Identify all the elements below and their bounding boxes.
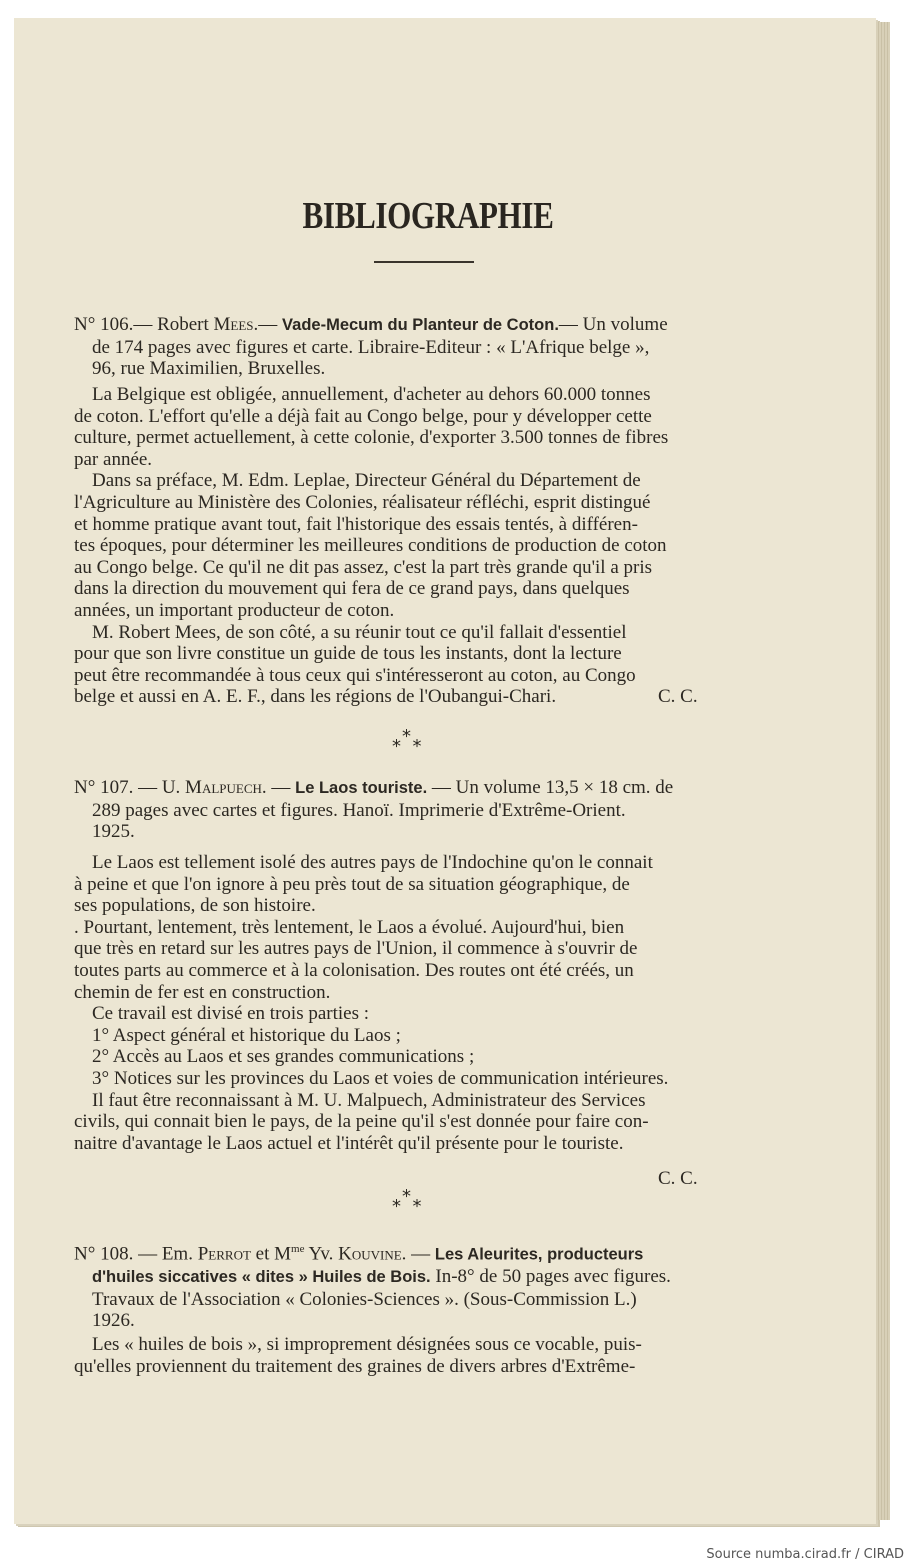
entry-108-body [74, 1334, 768, 1377]
text-line: que très en retard sur les autres pays de l'Union, il commence à s'ouvrir de [74, 938, 638, 960]
entry-106-desc: — Un volume [558, 314, 668, 335]
text-line: belge et aussi en A. E. F., dans les régions de l'Oubangui-Chari. [74, 686, 557, 708]
entry-108-author2: Kouvine [338, 1243, 402, 1265]
entry-108-mme: me [291, 1243, 305, 1255]
entry-106-heading [74, 314, 768, 380]
entry-107-book-title: Le Laos touriste. [295, 779, 428, 797]
entry-108-author1: Perrot [197, 1243, 251, 1265]
text-line: civils, qui connait bien le pays, de la peine qu'il s'est donnée pour faire con- [74, 1111, 649, 1133]
star: * [402, 726, 411, 747]
star: * [402, 1186, 411, 1207]
entry-108-book-title: Les Aleurites, producteurs [434, 1245, 644, 1264]
entry-106-sep: .— [253, 314, 283, 335]
text-line: dans la direction du mouvement qui fera de ce grand pays, dans quelques [74, 578, 630, 600]
entry-106-author: Mees [213, 314, 254, 335]
entry-108-sep: . — [401, 1243, 435, 1265]
separator-stars [392, 726, 422, 757]
entry-106-signature: C. C. [658, 686, 698, 707]
text-line: à peine et que l'on ignore à peu près tout de sa situation géographique, de [74, 873, 630, 895]
entry-108-book-title-cont: d'huiles siccatives « dites » Huiles de Bois. [92, 1267, 431, 1286]
entry-107-author: Malpuech [185, 777, 262, 798]
text-line: années, un important producteur de coton. [74, 599, 395, 621]
separator-stars [392, 1186, 422, 1217]
text-line: naitre d'avantage le Laos actuel et l'intérêt qu'il présente pour le touriste. [74, 1132, 624, 1154]
title-rule [374, 261, 474, 263]
entry-106-book-title: Vade-Mecum du Planteur de Coton. [282, 316, 559, 334]
text-line: toutes parts au commerce et à la colonisation. Des routes ont été créés, un [74, 959, 634, 981]
entry-106-line3: 96, rue Maximilien, Bruxelles. [92, 358, 326, 380]
entry-108-line4: 1926. [92, 1310, 135, 1332]
text-line: Il faut être reconnaissant à M. U. Malpuech, Administrateur des Services [92, 1089, 646, 1111]
entry-107-line2: 289 pages avec cartes et figures. Hanoï. Imprimerie d'Extrême-Orient. [92, 799, 626, 821]
star: * [392, 736, 401, 757]
page-edge [876, 22, 890, 1520]
text-line: au Congo belge. Ce qu'il ne dit pas assez, c'est la part très grande qu'il a pris [74, 556, 652, 578]
star: * [412, 1196, 422, 1217]
text-line: par année. [74, 448, 153, 470]
entry-108-heading [74, 1239, 768, 1332]
entry-107-heading [74, 777, 768, 843]
entry-107-signature: C. C. [658, 1168, 698, 1189]
entry-107-sep: . — [261, 777, 296, 798]
star: * [412, 736, 422, 757]
entry-108-initial: Yv. [304, 1243, 339, 1265]
entry-106-body [74, 384, 768, 708]
text-line: et homme pratique avant tout, fait l'historique des essais tentés, à différen- [74, 513, 638, 535]
text-line: culture, permet actuellement, à cette colonie, d'exporter 3.500 tonnes de fibres [74, 427, 669, 449]
list-item: 3° Notices sur les provinces du Laos et voies de communication intérieures. [92, 1067, 669, 1089]
text-line: Le Laos est tellement isolé des autres pays de l'Indochine qu'on le connait [92, 852, 653, 873]
text-line: chemin de fer est en construction. [74, 981, 331, 1003]
list-item: 2° Accès au Laos et ses grandes communications ; [92, 1046, 475, 1068]
document-page [14, 18, 876, 1524]
text-line: Les « huiles de bois », si improprement désignées sous ce vocable, puis- [92, 1334, 642, 1355]
star: * [392, 1196, 401, 1217]
entry-106-line2: de 174 pages avec figures et carte. Libraire-Editeur : « L'Afrique belge », [92, 336, 650, 358]
page-title: BIBLIOGRAPHIE [302, 195, 554, 237]
entry-107-line3: 1925. [92, 821, 135, 843]
text-line: qu'elles proviennent du traitement des graines de divers arbres d'Extrême- [74, 1355, 636, 1377]
entry-106-number: N° 106.— Robert [74, 314, 214, 335]
text-line: peut être recommandée à tous ceux qui s'intéresseront au coton, au Congo [74, 664, 636, 686]
source-footer: Source numba.cirad.fr / CIRAD [706, 1547, 904, 1562]
list-item: 1° Aspect général et historique du Laos ; [92, 1024, 401, 1046]
text-line: M. Robert Mees, de son côté, a su réunir tout ce qu'il fallait d'essentiel [92, 621, 627, 643]
entry-107-number: N° 107. — U. [74, 777, 186, 798]
text-line: Ce travail est divisé en trois parties : [92, 1003, 370, 1025]
text-line: l'Agriculture au Ministère des Colonies, réalisateur réfléchi, esprit distingué [74, 491, 651, 513]
text-line: La Belgique est obligée, annuellement, d'acheter au dehors 60.000 tonnes [92, 384, 651, 405]
entry-107-body [74, 852, 768, 1154]
text-line: pour que son livre constitue un guide de tous les instants, dont la lecture [74, 643, 622, 665]
text-line: . Pourtant, lentement, très lentement, le Laos a évolué. Aujourd'hui, bien [74, 916, 625, 938]
entry-108-number: N° 108. — Em. [74, 1243, 198, 1265]
text-line: ses populations, de son histoire. [74, 895, 316, 917]
entry-107-desc: — Un volume 13,5 × 18 cm. de [427, 777, 674, 798]
entry-108-desc: In-8° de 50 pages avec figures. [430, 1265, 671, 1287]
text-line: Dans sa préface, M. Edm. Leplae, Directeur Général du Département de [92, 470, 641, 492]
entry-108-and: et M [250, 1243, 292, 1265]
text-line: de coton. L'effort qu'elle a déjà fait au Congo belge, pour y développer cette [74, 405, 652, 427]
text-line: tes époques, pour déterminer les meilleures conditions de production de coton [74, 535, 667, 557]
entry-108-line3: Travaux de l'Association « Colonies-Sciences ». (Sous-Commission L.) [92, 1288, 637, 1310]
